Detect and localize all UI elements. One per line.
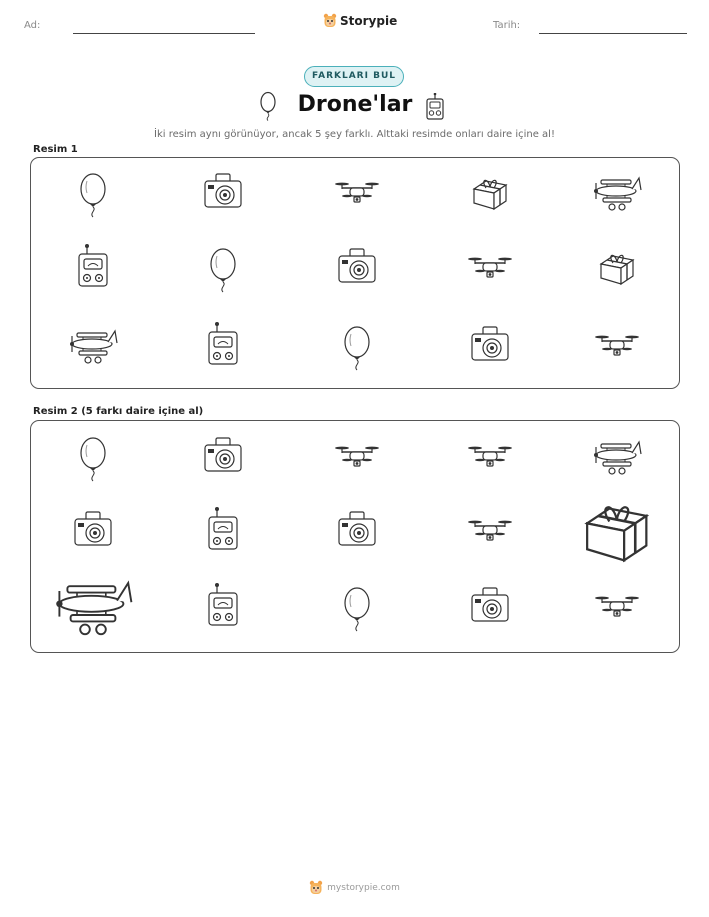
picture2-drone-icon[interactable]: [455, 496, 525, 566]
picture2-drone-icon[interactable]: [582, 572, 652, 642]
picture1-camera-icon: [455, 311, 525, 381]
picture1-gift-icon: [455, 158, 525, 228]
picture1-drone-icon: [455, 233, 525, 303]
picture1-drone-icon: [322, 158, 392, 228]
picture-1-label: Resim 1: [33, 144, 78, 155]
date-label: Tarih:: [493, 20, 521, 31]
instructions: İki resim aynı görünüyor, ancak 5 şey farklı. Alttaki resimde onları daire içine al!: [154, 129, 555, 140]
picture1-balloon-icon: [188, 233, 258, 303]
picture2-balloon-icon[interactable]: [58, 422, 128, 492]
date-line[interactable]: [539, 33, 687, 34]
picture1-biplane-icon: [582, 158, 652, 228]
picture1-remote-icon: [58, 233, 128, 303]
picture1-drone-icon: [582, 311, 652, 381]
activity-badge: FARKLARI BUL: [304, 66, 404, 87]
page-title: Drone'lar: [297, 92, 413, 117]
picture1-gift-icon: [582, 233, 652, 303]
picture2-camera-icon[interactable]: [322, 496, 392, 566]
footer: [0, 880, 709, 895]
picture-2-label: Resim 2 (5 farkı daire içine al): [33, 406, 204, 417]
picture1-balloon-icon: [58, 158, 128, 228]
storypie-logo-icon: [309, 880, 323, 895]
picture1-camera-icon: [322, 233, 392, 303]
title-remote-controller-icon: [425, 93, 445, 123]
picture1-balloon-icon: [322, 311, 392, 381]
brand: [323, 13, 397, 28]
picture2-balloon-icon[interactable]: [322, 572, 392, 642]
storypie-logo-icon: [323, 13, 337, 28]
picture2-camera-icon[interactable]: [188, 422, 258, 492]
picture2-biplane-icon[interactable]: [37, 551, 149, 663]
brand-name: Storypie: [340, 13, 398, 28]
picture2-drone-icon[interactable]: [322, 422, 392, 492]
picture1-biplane-icon: [58, 311, 128, 381]
footer-url: mystorypie.com: [327, 882, 400, 893]
name-label: Ad:: [24, 20, 41, 31]
name-line[interactable]: [73, 33, 255, 34]
picture1-remote-icon: [188, 311, 258, 381]
picture2-drone-icon[interactable]: [455, 422, 525, 492]
picture2-remote-icon[interactable]: [188, 496, 258, 566]
title-balloon-icon: [259, 91, 277, 121]
picture2-remote-icon[interactable]: [188, 572, 258, 642]
picture1-camera-icon: [188, 158, 258, 228]
picture2-camera-icon[interactable]: [455, 572, 525, 642]
